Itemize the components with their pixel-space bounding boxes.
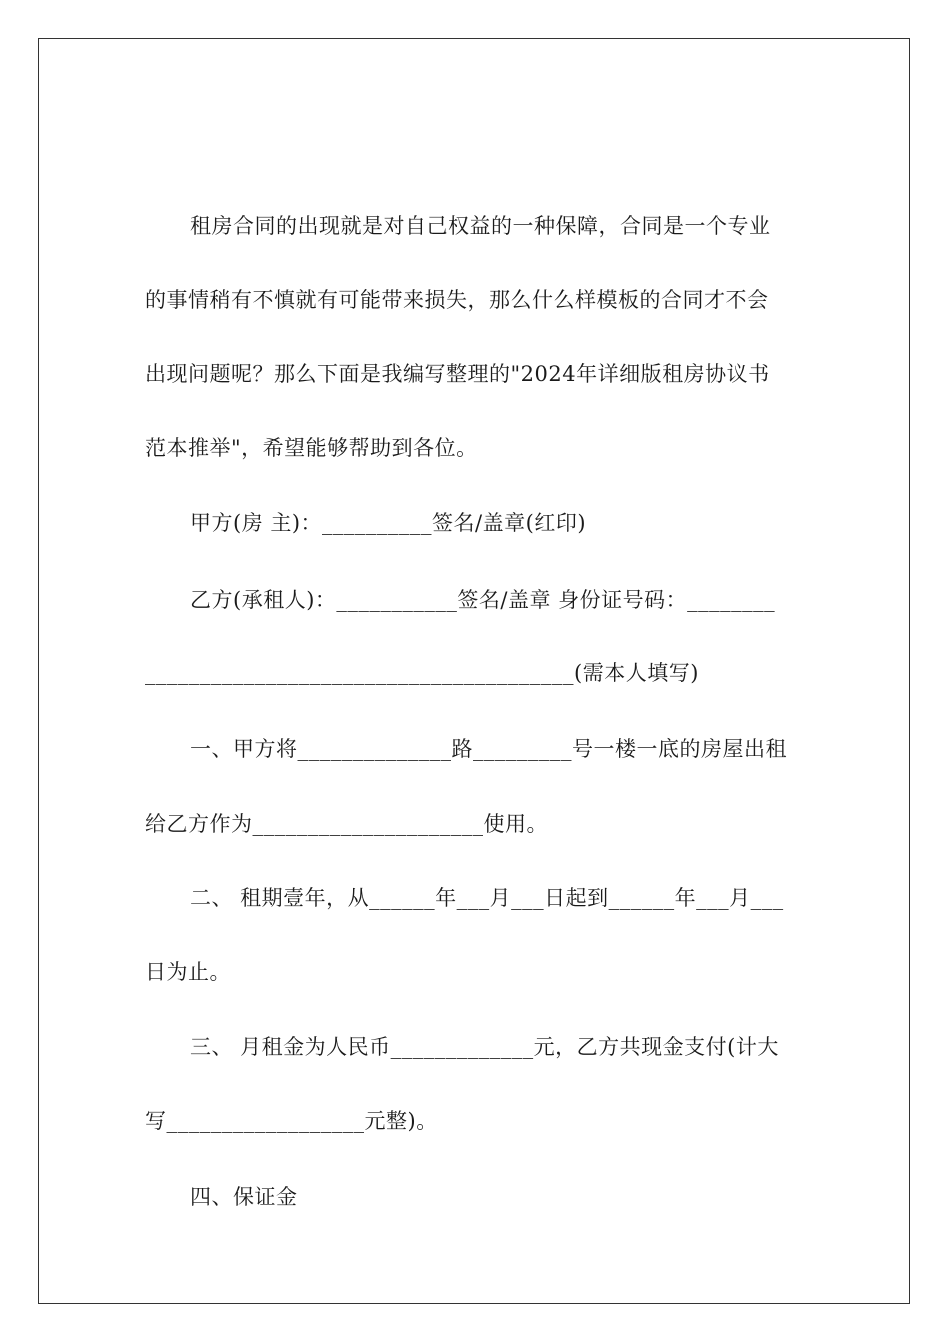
- clause-2-line-1: 二、 租期壹年，从______年___月___日起到______年___月___: [190, 886, 784, 910]
- clause-1-line-1: 一、甲方将______________路_________号一楼一底的房屋出租: [190, 737, 787, 761]
- intro-line-1: 租房合同的出现就是对自己权益的一种保障，合同是一个专业: [190, 214, 771, 238]
- clause-1-line-2: 给乙方作为_____________________使用。: [145, 812, 548, 836]
- intro-line-4: 范本推举"，希望能够帮助到各位。: [145, 436, 478, 460]
- party-a-line: 甲方(房 主)：__________签名/盖章(红印): [190, 511, 587, 535]
- intro-line-3: 出现问题呢？那么下面是我编写整理的"2024年详细版租房协议书: [145, 362, 770, 386]
- clause-4-heading: 四、保证金: [190, 1185, 298, 1209]
- clause-3-line-1: 三、 月租金为人民币_____________元，乙方共现金支付(计大: [190, 1035, 779, 1059]
- party-b-line: 乙方(承租人)：___________签名/盖章 身份证号码：________: [190, 588, 776, 612]
- clause-3-line-2: 写__________________元整)。: [145, 1109, 438, 1133]
- party-b-id-line: _______________________________________(需本人填写): [145, 661, 699, 685]
- intro-line-2: 的事情稍有不慎就有可能带来损失，那么什么样模板的合同才不会: [145, 288, 769, 312]
- clause-2-line-2: 日为止。: [145, 960, 231, 984]
